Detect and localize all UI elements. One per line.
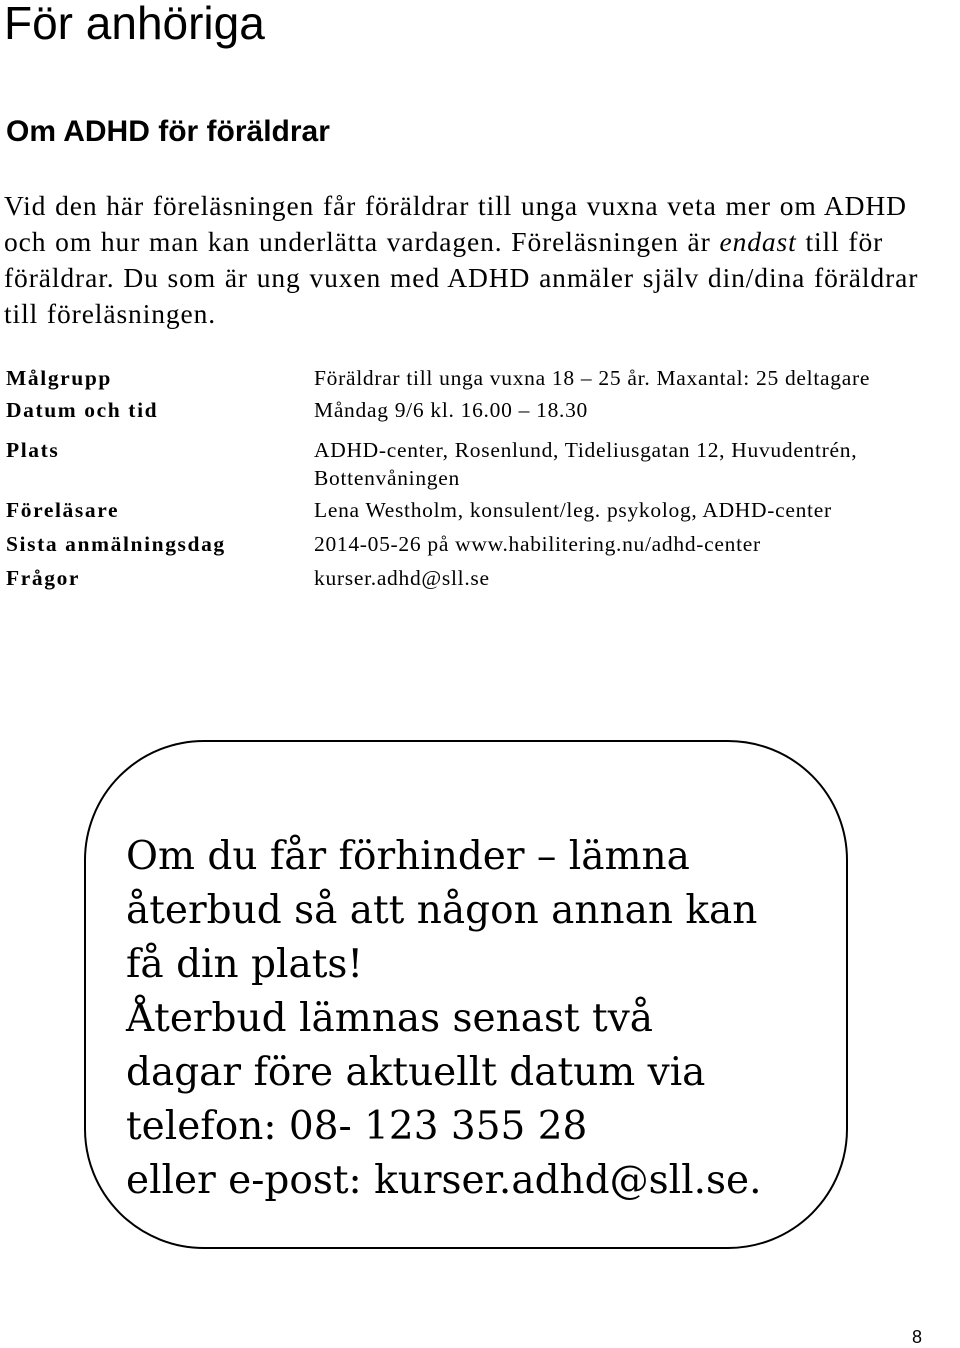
notice-line: eller e-post: kurser.adhd@sll.se. <box>126 1158 762 1203</box>
intro-paragraph <box>4 188 954 332</box>
detail-value: Måndag 9/6 kl. 16.00 – 18.30 <box>314 398 588 422</box>
detail-value: Lena Westholm, konsulent/leg. psykolog, ADHD-center <box>314 498 832 522</box>
notice-line: telefon: 08- 123 355 28 <box>126 1104 588 1149</box>
notice-line: Om du får förhinder – lämna <box>126 834 690 879</box>
detail-value: kurser.adhd@sll.se <box>314 566 490 590</box>
notice-line: dagar före aktuellt datum via <box>126 1050 706 1095</box>
detail-label: Plats <box>6 438 60 462</box>
notice-line: återbud så att någon annan kan <box>126 888 758 933</box>
cancellation-notice-text <box>126 830 836 1208</box>
detail-value: 2014-05-26 på www.habilitering.nu/adhd-center <box>314 532 761 556</box>
detail-label: Sista anmälningsdag <box>6 532 226 556</box>
detail-row-last-registration-day <box>6 530 958 564</box>
detail-value: ADHD-center, Rosenlund, Tideliusgatan 12, Huvudentrén, Bottenvåningen <box>314 438 858 490</box>
detail-row-date-time <box>6 396 958 436</box>
detail-row-questions <box>6 564 958 592</box>
page-title: För anhöriga <box>4 0 265 49</box>
detail-value: Föräldrar till unga vuxna 18 – 25 år. Maxantal: 25 deltagare <box>314 366 871 390</box>
detail-label: Frågor <box>6 566 81 590</box>
intro-text-start: Vid den här föreläsningen får föräldrar till unga vuxna veta mer om ADHD och om hur man kan underlätta vardagen. Föreläsningen är <box>4 190 907 257</box>
detail-row-lecturer <box>6 496 958 530</box>
detail-row-target-group <box>6 364 958 396</box>
detail-label: Målgrupp <box>6 366 112 390</box>
notice-line: Återbud lämnas senast två <box>126 996 653 1041</box>
section-heading: Om ADHD för föräldrar <box>6 115 330 148</box>
detail-label: Föreläsare <box>6 498 120 522</box>
detail-label: Datum och tid <box>6 398 159 422</box>
course-details-table <box>6 364 958 592</box>
notice-line: få din plats! <box>126 942 364 987</box>
intro-text-end: till för föräldrar. Du som är ung vuxen med ADHD anmäler själv din/dina föräldrar till föreläsningen. <box>4 226 919 329</box>
detail-row-location <box>6 436 958 496</box>
intro-emphasis: endast <box>719 226 797 257</box>
page-number: 8 <box>912 1327 923 1347</box>
